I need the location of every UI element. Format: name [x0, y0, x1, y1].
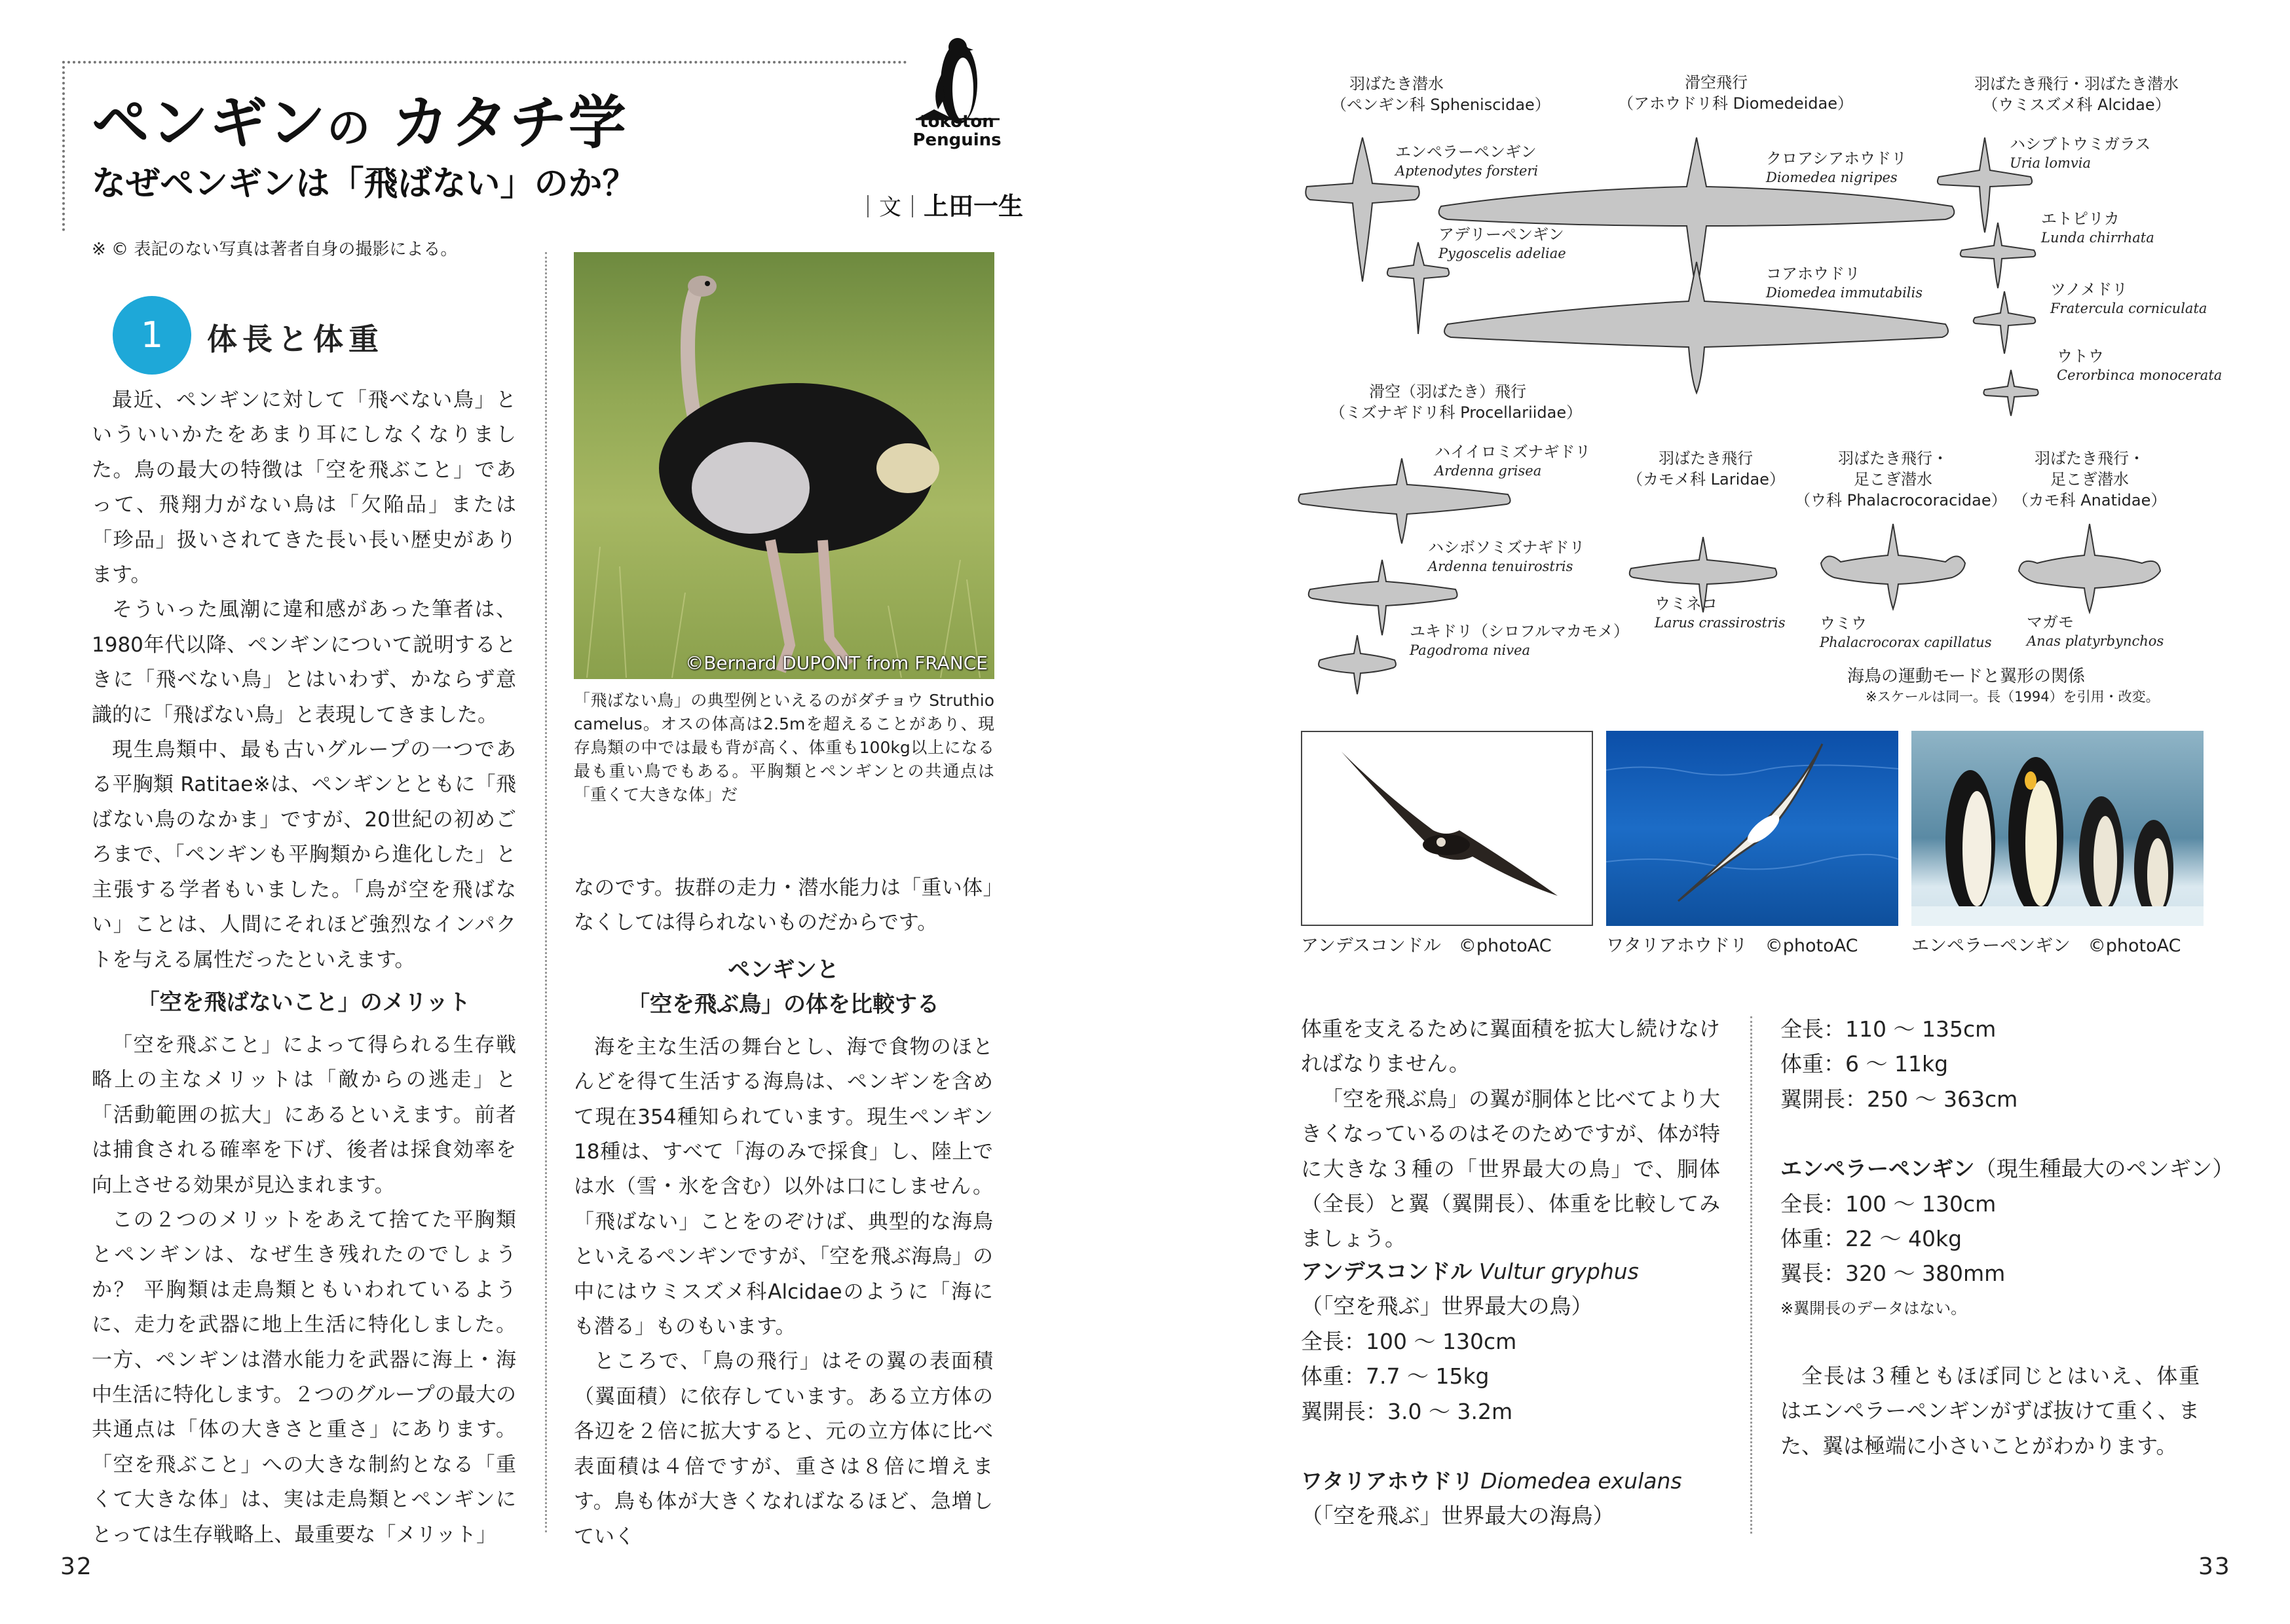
section-heading-compare-1: ペンギンと — [728, 956, 839, 983]
emperor-penguin-illustration — [1911, 731, 2204, 926]
section-heading-compare-2: 「空を飛ぶ鳥」の体を比較する — [628, 991, 939, 1018]
condor-name: アンデスコンドル — [1301, 1259, 1473, 1284]
paragraph: なのです。抜群の走力・潜水能力は「重い体」なくしては得られないものだからです。 — [574, 876, 993, 935]
paragraph: 現生鳥類中、最も古いグループの一つである平胸類 Ratitae※は、ペンギンとともに「飛ばない鳥のなかま」ですが、20世紀の初めごろまで、「ペンギンも平胸類から進化した」と主張する学者もいました。「鳥が空を飛ばない」ことは、人間にそれほど強烈なインパクトを与える属性だったといえます。 — [92, 738, 516, 972]
albatross-caption: ワタリアホウドリ ©photoAC — [1606, 936, 1858, 956]
wing-mallard — [2019, 524, 2160, 612]
wing-rhinoceros-auklet — [1983, 370, 2038, 416]
condor-desc: （「空を飛ぶ」世界最大の鳥） — [1301, 1293, 1593, 1320]
figure-note: ※スケールは同一。長（1994）を引用・改変。 — [1866, 689, 2160, 705]
species-murre: ハシブトウミガラス Uria lomvia — [2010, 135, 2151, 171]
ostrich-caption: 「飛ばない鳥」の典型例といえるのがダチョウ Struthio camelus。オスの体高は2.5mを超えることがあり、現存鳥類の中では最も背が高く、体重も100kg以上になる最も重い鳥でもある。平胸類とペンギンとの共通点は「重くて大きな体」だ — [574, 691, 994, 804]
group-label-cormorants: 羽ばたき飛行・ 足こぎ潜水 （ウ科 Phalacrocoracidae） — [1795, 449, 2007, 509]
section-number-badge: 1 — [113, 296, 191, 375]
paragraph: 海を主な生活の舞台とし、海で食物のほとんどを得て生活する海鳥は、ペンギンを含めて現在354種知られています。現生ペンギン18種は、すべて「海のみで採食」し、陸上では水（雪・氷を含む）以外は口にしません。「飛ばない」ことをのぞけば、典型的な海鳥といえるペンギンですが、「空を飛ぶ海鳥」の中にはウミスズメ科Alcidaeのように「海にも潜る」ものもいます。 — [574, 1035, 993, 1339]
species-blackfooted-albatross: クロアシアホウドリ Diomedea nigripes — [1766, 149, 1907, 185]
condor-length: 全長：100 ～ 130cm — [1301, 1328, 1517, 1354]
condor-illustration — [1302, 732, 1593, 926]
group-label-ducks: 羽ばたき飛行・ 足こぎ潜水 （カモ科 Anatidae） — [2012, 449, 2167, 509]
photo-note: ※ © 表記のない写真は著者自身の撮影による。 — [92, 240, 458, 259]
left-column-2 — [574, 871, 993, 1555]
albatross-photo — [1606, 731, 1898, 926]
albatross-length: 全長：110 ～ 135cm — [1780, 1016, 1997, 1042]
species-cormorant: ウミウ Phalacrocorax capillatus — [1820, 614, 1992, 650]
right-column-2 — [1780, 1012, 2234, 1326]
species-emperor: エンペラーペンギン Aptenodytes forsteri — [1395, 143, 1539, 179]
species-horned-puffin: ツノメドリ Fratercula corniculata — [2050, 280, 2207, 316]
emperor-name: エンペラーペンギン — [1780, 1156, 1975, 1182]
species-short-tailed-shearwater: ハシボソミズナギドリ Ardenna tenuirostris — [1428, 538, 1585, 574]
emperor-weight: 体重：22 ～ 40kg — [1780, 1226, 1962, 1252]
condor-wingspan: 翼開長：3.0 ～ 3.2m — [1301, 1398, 1513, 1424]
species-adelie: アデリーペンギン Pygoscelis adeliae — [1438, 225, 1566, 261]
column-divider — [545, 252, 547, 1532]
page-title: ペンギンの カタチ学 — [92, 88, 628, 157]
wing-horned-puffin — [1974, 291, 2036, 354]
column-divider — [1750, 1016, 1752, 1534]
group-label-gulls: 羽ばたき飛行 （カモメ科 Laridae） — [1627, 449, 1785, 489]
emperor-desc: （現生種最大のペンギン） — [1974, 1156, 2234, 1182]
ostrich-photo — [574, 252, 994, 679]
section-heading-merit: 「空を飛ばないこと」のメリット — [137, 989, 471, 1016]
species-snow-petrel: ユキドリ（シロフルマカモメ） Pagodroma nivea — [1410, 622, 1630, 658]
paragraph: この２つのメリットをあえて捨てた平胸類とペンギンは、なぜ生き残れたのでしょうか？ 平胸類は走鳥類ともいわれているように、走力を武器に地上生活に特化しました。一方、ペンギンは潜水能力を武器に海上・海中生活に特化します。２つのグループの最大の共通点は「体の大きさと重さ」にあります。「空を飛ぶこと」への大きな制約となる「重くて大きな体」は、実は走鳥類とペンギンにとっては生存戦略上、最重要な「メリット」 — [92, 1208, 516, 1547]
wing-snow-petrel — [1319, 635, 1396, 694]
section-title: 体長と体重 — [207, 322, 384, 357]
albatross-illustration — [1606, 731, 1898, 926]
paragraph: そういった風潮に違和感があった筆者は、1980年代以降、ペンギンについて説明するときに「飛べない鳥」とはいわず、かならず意識的に「飛ばない鳥」と表現してきました。 — [92, 598, 516, 727]
albatross-wingspan: 翼開長：250 ～ 363cm — [1780, 1086, 2018, 1112]
species-gull: ウミネコ Larus crassirostris — [1655, 595, 1786, 631]
species-laysan-albatross: コアホウドリ Diomedea immutabilis — [1766, 265, 1923, 301]
photo-credit: ©Bernard DUPONT from FRANCE — [685, 652, 988, 674]
condor-weight: 体重：7.7 ～ 15kg — [1301, 1363, 1490, 1390]
page-subtitle: なぜペンギンは「飛ばない」のか？ — [92, 164, 637, 204]
species-puffin: エトピリカ Lunda chirrhata — [2041, 210, 2154, 246]
left-column-1 — [92, 383, 516, 1553]
condor-sci: Vultur gryphus — [1478, 1259, 1639, 1284]
header-frame-top — [62, 61, 907, 64]
albatross-sci: Diomedea exulans — [1480, 1468, 1682, 1494]
emperor-length: 全長：100 ～ 130cm — [1780, 1190, 1997, 1217]
ostrich-illustration — [574, 252, 994, 679]
paragraph: ところで、「鳥の飛行」はその翼の表面積（翼面積）に依存しています。ある立方体の各辺を２倍に拡大すると、元の立方体に比べ表面積は４倍ですが、重さは８倍に増えます。鳥も体が大きくなればなるほど、急増していく — [574, 1350, 993, 1549]
page-number-left: 32 — [60, 1553, 93, 1580]
wing-cormorant — [1821, 524, 1965, 609]
header-frame-left — [62, 61, 65, 231]
figure-title: 海鳥の運動モードと翼形の関係 — [1847, 667, 2085, 686]
emperor-penguin-caption: エンペラーペンギン ©photoAC — [1911, 936, 2181, 956]
paragraph: 全長は３種ともほぼ同じとはいえ、体重はエンペラーペンギンがずば抜けて重く、また、翼は極端に小さいことがわかります。 — [1780, 1363, 2200, 1458]
group-label-penguins: 羽ばたき潜水 （ペンギン科 Spheniscidae） — [1331, 75, 1550, 114]
albatross-weight: 体重：6 ～ 11kg — [1780, 1051, 1949, 1077]
group-label-shearwaters: 滑空（羽ばたき）飛行 （ミズナギドリ科 Procellariidae） — [1330, 382, 1583, 422]
albatross-desc: （「空を飛ぶ」世界最大の海鳥） — [1301, 1503, 1615, 1529]
right-column-2-closing — [1780, 1359, 2200, 1464]
paragraph: 「空を飛ぶ鳥」の翼が胴体と比べてより大きくなっているのはそのためですが、体が特に大きな３種の「世界最大の鳥」で、胴体（全長）と翼（翼開長）、体重を比較してみましょう。 — [1301, 1086, 1721, 1251]
author-credit: ｜文｜上田一生 — [857, 192, 1024, 221]
species-mallard: マガモ Anas platyrbynchos — [2027, 613, 2164, 649]
group-label-albatrosses: 滑空飛行 （アホウドリ科 Diomedeidae） — [1618, 73, 1853, 113]
emperor-wing: 翼長：320 ～ 380mm — [1780, 1261, 2006, 1287]
condor-photo — [1301, 731, 1593, 926]
condor-caption: アンデスコンドル ©photoAC — [1301, 936, 1552, 956]
albatross-name: ワタリアホウドリ — [1301, 1468, 1474, 1494]
emperor-penguin-photo — [1911, 731, 2204, 926]
right-column-1 — [1301, 1012, 1720, 1257]
species-sooty-shearwater: ハイイロミズナギドリ Ardenna grisea — [1435, 443, 1591, 479]
paragraph: 「空を飛ぶこと」によって得られる生存戦略上の主なメリットは「敵からの逃走」と「活動範囲の拡大」にあるといえます。前者は捕食される確率を下げ、後者は採食効率を向上させる効果が見込まれます。 — [92, 1033, 516, 1197]
logo-text: tokoton Penguins — [912, 112, 1002, 150]
emperor-note: ※翼開長のデータはない。 — [1780, 1299, 1967, 1318]
page-number-right: 33 — [2198, 1553, 2231, 1580]
group-label-alcids: 羽ばたき飛行・羽ばたき潜水 （ウミスズメ科 Alcidae） — [1974, 75, 2179, 114]
species-rhinoceros-auklet: ウトウ Cerorbinca monocerata — [2057, 347, 2223, 383]
condor-stats — [1301, 1254, 1720, 1534]
paragraph: 最近、ペンギンに対して「飛べない鳥」といういいかたをあまり耳にしなくなりました。鳥の最大の特徴は「空を飛ぶこと」であって、飛翔力がない鳥は「欠陥品」または「珍品」扱いされてきた長い長い歴史があります。 — [92, 388, 516, 587]
paragraph: 体重を支えるために翼面積を拡大し続けなければなりません。 — [1301, 1016, 1721, 1077]
wing-puffin — [1961, 223, 2036, 288]
